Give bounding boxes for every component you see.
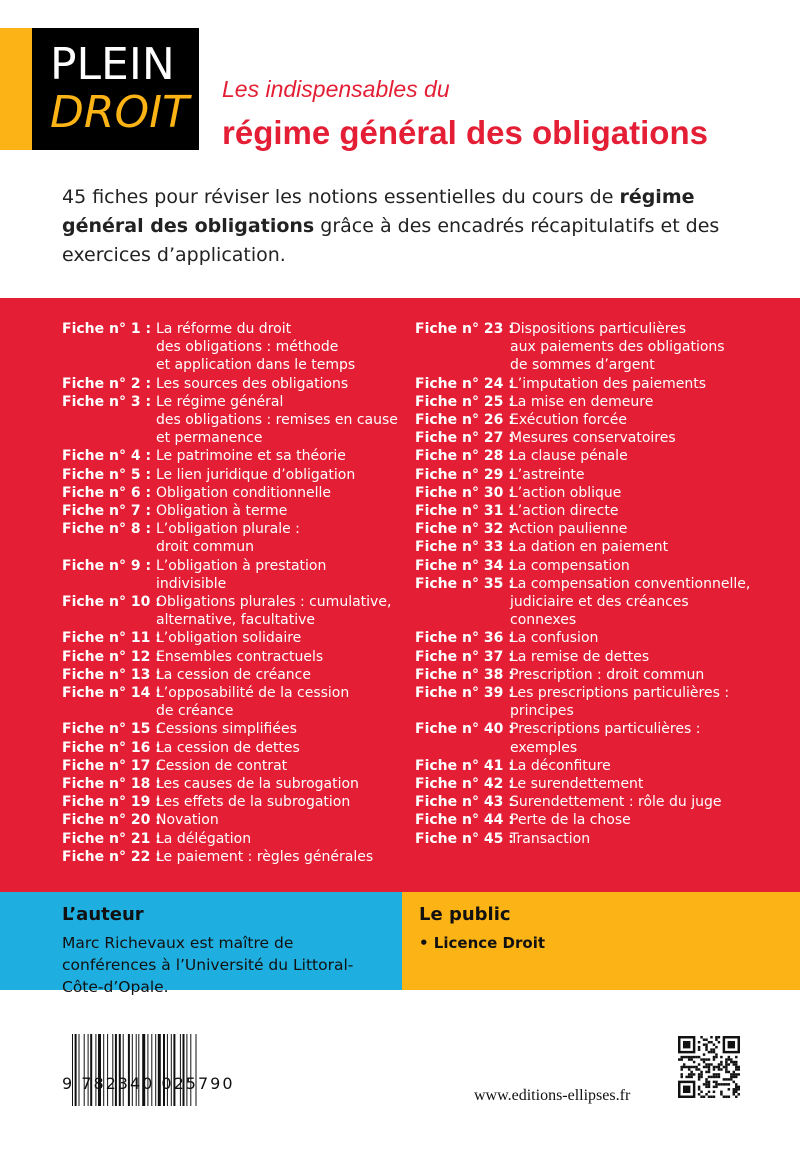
toc-entry-number: Fiche n° 18 : — [62, 776, 161, 793]
toc-entry-number: Fiche n° 34 : — [415, 557, 514, 574]
toc-entry-title: Les effets de la subrogation — [156, 794, 351, 811]
toc-entry-title: L’action directe — [510, 503, 619, 520]
toc-entry-number: Fiche n° 25 : — [415, 393, 514, 410]
toc-entry-title: La réforme du droit des obligations : méthode et application dans le temps — [156, 321, 356, 374]
toc-entry — [62, 466, 398, 484]
toc-entry-title: Action paulienne — [510, 521, 628, 538]
toc-entry-number: Fiche n° 28 : — [415, 448, 514, 465]
audience-item: • Licence Droit — [419, 934, 546, 952]
toc-entry-number: Fiche n° 40 : — [415, 721, 514, 738]
intro-text-1: 45 fiches pour réviser les notions essentielles du cours de — [62, 186, 620, 208]
toc-entry — [415, 484, 750, 502]
toc-entry-title: Le régime général des obligations : remises en cause et permanence — [156, 393, 398, 447]
toc-entry-number: Fiche n° 35 : — [415, 575, 514, 592]
audience-section — [402, 892, 800, 990]
toc-entry — [62, 684, 398, 720]
toc-entry — [415, 520, 750, 538]
toc-entry-number: Fiche n° 22 : — [62, 848, 161, 865]
collection-logo — [32, 28, 199, 150]
toc-entry-number: Fiche n° 16 : — [62, 739, 161, 756]
toc-entry — [62, 629, 398, 647]
toc-entry-number: Fiche n° 21 : — [62, 830, 161, 847]
author-heading: L’auteur — [62, 904, 144, 925]
logo-word-plein: PLEIN — [50, 39, 175, 90]
toc-entry — [415, 466, 750, 484]
toc-entry — [62, 447, 398, 465]
toc-entry-title: Cessions simplifiées — [156, 721, 297, 738]
toc-entry-number: Fiche n° 6 : — [62, 484, 152, 501]
toc-entry — [62, 375, 398, 393]
toc-entry — [62, 557, 398, 593]
toc-entry-number: Fiche n° 26 : — [415, 412, 514, 429]
toc-entry-number: Fiche n° 17 : — [62, 757, 161, 774]
toc-entry-title: L’action oblique — [510, 484, 622, 501]
toc-entry — [62, 666, 398, 684]
toc-entry-title: Obligations plurales : cumulative, alternative, facultative — [156, 594, 392, 629]
toc-entry — [62, 502, 398, 520]
toc-entry-number: Fiche n° 32 : — [415, 521, 514, 538]
toc-entry-number: Fiche n° 23 : — [415, 321, 514, 337]
toc-entry-title: Obligation à terme — [156, 503, 288, 520]
toc-entry-title: La remise de dettes — [510, 648, 650, 665]
toc-entry — [415, 447, 750, 465]
toc-entry-number: Fiche n° 1 : — [62, 321, 152, 337]
toc-entry — [415, 775, 750, 793]
barcode-icon — [62, 1034, 274, 1106]
toc-entry — [415, 648, 750, 666]
toc-entry — [415, 629, 750, 647]
toc-entry — [62, 648, 398, 666]
toc-entry-title: La confusion — [510, 630, 599, 647]
toc-entry — [62, 484, 398, 502]
toc-entry-number: Fiche n° 14 : — [62, 685, 161, 702]
toc-entry-title: Prescription : droit commun — [510, 666, 705, 683]
toc-entry-title: La mise en demeure — [510, 393, 654, 410]
toc-entry-number: Fiche n° 20 : — [62, 812, 161, 829]
toc-entry-title: Exécution forcée — [510, 412, 628, 429]
toc-entry-title: Prescriptions particulières : exemples — [510, 721, 701, 756]
toc-entry-number: Fiche n° 39 : — [415, 685, 514, 702]
toc-entry-number: Fiche n° 45 : — [415, 830, 514, 847]
toc-entry — [62, 775, 398, 793]
toc-entry — [415, 320, 750, 375]
toc-entry — [415, 393, 750, 411]
book-title: régime général des obligations — [222, 114, 708, 151]
toc-entry-title: La délégation — [156, 830, 252, 847]
toc-entry — [415, 429, 750, 447]
toc-entry-number: Fiche n° 30 : — [415, 484, 514, 501]
toc-entry-title: La compensation conventionnelle, judiciaire et des créances connexes — [510, 575, 751, 629]
toc-entry-number: Fiche n° 42 : — [415, 776, 514, 793]
toc-entry — [415, 757, 750, 775]
toc-entry — [62, 739, 398, 757]
toc-entry-title: La cession de dettes — [156, 739, 300, 756]
toc-entry — [62, 848, 398, 866]
logo-word-droit: DROIT — [50, 87, 189, 138]
toc-left-column — [62, 320, 398, 866]
toc-entry-number: Fiche n° 41 : — [415, 757, 514, 774]
toc-entry-title: Mesures conservatoires — [510, 430, 676, 447]
toc-entry — [415, 793, 750, 811]
toc-entry — [415, 557, 750, 575]
toc-entry-title: Novation — [156, 812, 219, 829]
toc-entry-number: Fiche n° 5 : — [62, 466, 152, 483]
toc-entry-title: Le patrimoine et sa théorie — [156, 448, 346, 465]
toc-entry-number: Fiche n° 33 : — [415, 539, 514, 556]
toc-entry-number: Fiche n° 10 : — [62, 594, 161, 611]
toc-entry-number: Fiche n° 7 : — [62, 503, 152, 520]
toc-entry — [415, 538, 750, 556]
toc-entry — [62, 520, 398, 556]
toc-entry-title: Cession de contrat — [156, 757, 288, 774]
toc-entry — [415, 684, 750, 720]
toc-entry-title: La compensation — [510, 557, 630, 574]
intro-bold: régime général des obligations — [62, 186, 695, 237]
toc-entry — [415, 830, 750, 848]
toc-entry-number: Fiche n° 19 : — [62, 794, 161, 811]
toc-entry-number: Fiche n° 11 : — [62, 630, 161, 647]
toc-entry — [415, 502, 750, 520]
toc-entry-number: Fiche n° 4 : — [62, 448, 152, 465]
logo-accent-bar — [0, 28, 32, 150]
toc-entry — [415, 575, 750, 630]
isbn-digits: 9 782340 025790 — [62, 1074, 235, 1093]
toc-entry-title: La cession de créance — [156, 666, 311, 683]
toc-entry-title: La clause pénale — [510, 448, 628, 465]
toc-entry-number: Fiche n° 8 : — [62, 521, 152, 538]
toc-entry — [415, 666, 750, 684]
toc-entry-number: Fiche n° 37 : — [415, 648, 514, 665]
toc-entry-number: Fiche n° 27 : — [415, 430, 514, 447]
toc-entry — [415, 811, 750, 829]
toc-entry-title: Le lien juridique d’obligation — [156, 466, 356, 483]
toc-entry-title: Dispositions particulières aux paiements des obligations de sommes d’argent — [510, 321, 725, 374]
toc-entry-number: Fiche n° 3 : — [62, 393, 152, 410]
toc-entry-number: Fiche n° 31 : — [415, 503, 514, 520]
toc-entry-title: La déconfiture — [510, 757, 611, 774]
toc-entry-title: Les sources des obligations — [156, 375, 349, 392]
toc-entry-number: Fiche n° 12 : — [62, 648, 161, 665]
toc-entry — [62, 593, 398, 629]
toc-right-column — [415, 320, 750, 848]
toc-entry — [62, 320, 398, 375]
toc-entry-number: Fiche n° 9 : — [62, 557, 152, 574]
toc-entry-number: Fiche n° 15 : — [62, 721, 161, 738]
intro-paragraph — [62, 183, 762, 270]
toc-entry — [62, 720, 398, 738]
audience-heading: Le public — [419, 904, 511, 925]
toc-entry-title: L’astreinte — [510, 466, 585, 483]
toc-entry-title: Le surendettement — [510, 776, 644, 793]
author-section — [0, 892, 402, 996]
toc-entry-title: Transaction — [510, 830, 591, 847]
toc-entry-title: L’obligation plurale : droit commun — [156, 521, 300, 556]
toc-entry-title: Surendettement : rôle du juge — [510, 794, 722, 811]
toc-entry-number: Fiche n° 36 : — [415, 630, 514, 647]
intro-text-2: grâce à des encadrés récapitulatifs et des exercices d’application. — [62, 215, 720, 266]
toc-entry-title: Le paiement : règles générales — [156, 848, 374, 865]
toc-entry-number: Fiche n° 29 : — [415, 466, 514, 483]
qr-code-icon — [678, 1036, 740, 1098]
toc-entry-title: Les causes de la subrogation — [156, 776, 359, 793]
toc-entry-title: Les prescriptions particulières : principes — [510, 685, 730, 720]
toc-entry-number: Fiche n° 38 : — [415, 666, 514, 683]
toc-entry-number: Fiche n° 44 : — [415, 812, 514, 829]
publisher-website: www.editions-ellipses.fr — [474, 1087, 631, 1104]
toc-entry-number: Fiche n° 13 : — [62, 666, 161, 683]
author-text: Marc Richevaux est maître de conférences à l’Université du Littoral-Côte-d’Opale. — [62, 934, 354, 996]
toc-entry-number: Fiche n° 24 : — [415, 375, 514, 392]
toc-entry-title: Perte de la chose — [510, 812, 631, 829]
toc-entry-title: L’opposabilité de la cession de créance — [156, 685, 350, 720]
toc-entry-title: La dation en paiement — [510, 539, 669, 556]
toc-entry — [62, 757, 398, 775]
toc-entry — [415, 720, 750, 756]
toc-entry-title: Obligation conditionnelle — [156, 484, 332, 501]
toc-entry-title: Ensembles contractuels — [156, 648, 324, 665]
toc-entry-number: Fiche n° 43 : — [415, 794, 514, 811]
toc-entry — [62, 793, 398, 811]
toc-entry — [415, 411, 750, 429]
toc-entry — [415, 375, 750, 393]
toc-entry — [62, 393, 398, 448]
toc-entry-title: L’obligation à prestation indivisible — [156, 557, 327, 592]
toc-entry-title: L’imputation des paiements — [510, 375, 706, 392]
toc-entry-title: L’obligation solidaire — [156, 630, 302, 647]
toc-entry — [62, 830, 398, 848]
toc-entry — [62, 811, 398, 829]
book-subtitle: Les indispensables du — [222, 76, 450, 102]
toc-entry-number: Fiche n° 2 : — [62, 375, 152, 392]
